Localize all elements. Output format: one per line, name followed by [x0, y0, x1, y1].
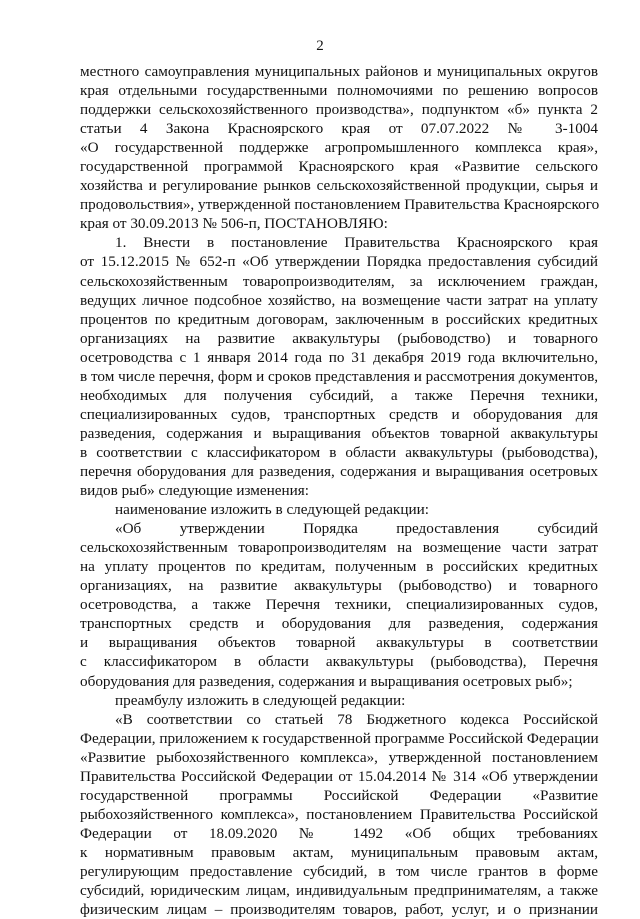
text-line: наименование изложить в следующей редакции: [115, 501, 429, 519]
text-line: государственной программой Красноярского края «Развитие сельского [80, 158, 598, 176]
text-line: в том числе перечня, форм и сроков представления и рассмотрения документов, [80, 367, 599, 385]
text-line: с классификатором в области аквакультуры (рыбоводства), Перечня [80, 653, 598, 671]
text-line: разведения, содержания и выращивания объектов товарной аквакультуры [80, 424, 598, 442]
text-line: «О государственной поддержке агропромышленного комплекса края», [80, 139, 598, 157]
text-line: местного самоуправления муниципальных районов и муниципальных округов [80, 63, 598, 80]
text-line: от 15.12.2015 № 652-п «Об утверждении Порядка предоставления субсидий [80, 253, 598, 271]
text-line: транспортных средств и оборудования для разведения, содержания [80, 615, 598, 633]
text-line: перечня оборудования для разведения, содержания и выращивания осетровых [80, 462, 598, 480]
document-body [80, 62, 598, 919]
text-line: «Об утверждении Порядка предоставления субсидий [115, 520, 598, 538]
text-line: организациях, на развитие аквакультуры (рыбоводство) и товарного [80, 577, 598, 595]
text-line: края от 30.09.2013 № 506-п, ПОСТАНОВЛЯЮ: [80, 215, 388, 233]
text-line: ведущих личное подсобное хозяйство, на возмещение части затрат на уплату [80, 291, 598, 309]
text-line: видов рыб» следующие изменения: [80, 482, 309, 500]
text-line: необходимых для получения субсидий, а также Перечня техники, [80, 386, 598, 404]
text-line: «В соответствии со статьей 78 Бюджетного кодекса Российской [115, 710, 598, 728]
text-line: края отдельными государственными полномочиями по решению вопросов [80, 82, 598, 100]
text-line: физическим лицам – производителям товаров, работ, услуг, и о признании [80, 901, 598, 919]
text-line: статьи 4 Закона Красноярского края от 07.07.2022 № 3-1004 [80, 120, 598, 138]
text-line: преамбулу изложить в следующей редакции: [115, 691, 406, 709]
text-line: осетроводства, а также Перечня техники, специализированных судов, [80, 596, 598, 614]
text-line: продовольствия», утвержденной постановлением Правительства Красноярского [80, 196, 600, 214]
text-line: Правительства Российской Федерации от 15.04.2014 № 314 «Об утверждении [80, 767, 598, 785]
text-line: процентов по кредитным договорам, заключенным в российских кредитных [80, 310, 598, 328]
page-number: 2 [316, 38, 324, 54]
text-line: Федерации от 18.09.2020 № 1492 «Об общих требованиях [80, 824, 598, 842]
text-line: рыбохозяйственного комплекса», постановлением Правительства Российской [80, 805, 598, 823]
text-line: субсидий, юридическим лицам, индивидуальным предпринимателям, а также [80, 882, 598, 900]
text-line: осетроводства с 1 января 2014 года по 31 декабря 2019 года включительно, [80, 348, 598, 366]
text-line: поддержки сельскохозяйственного производства», подпунктом «б» пункта 2 [80, 101, 598, 119]
text-line: оборудования для разведения, содержания и выращивания осетровых рыб»; [80, 672, 573, 690]
text-line: государственной программы Российской Федерации «Развитие [80, 786, 598, 804]
text-line: и выращивания объектов товарной аквакультуры в соответствии [80, 634, 598, 652]
text-line: сельскохозяйственным товаропроизводителям, за исключением граждан, [80, 272, 598, 290]
text-line: «Развитие рыбохозяйственного комплекса», утвержденной постановлением [80, 748, 598, 766]
text-line: в соответствии с классификатором в области аквакультуры (рыбоводства), [80, 443, 598, 461]
text-line: хозяйства и регулирование рынков сельскохозяйственной продукции, сырья и [80, 177, 598, 195]
text-line: сельскохозяйственным товаропроизводителям на возмещение части затрат [80, 539, 598, 557]
text-line: 1. Внести в постановление Правительства Красноярского края [115, 234, 598, 252]
text-line: организациях на развитие аквакультуры (рыбоводство) и товарного [80, 329, 598, 347]
text-line: специализированных судов, транспортных средств и оборудования для [80, 405, 598, 423]
text-line: Федерации, приложением к государственной программе Российской Федерации [80, 729, 599, 747]
text-line: к нормативным правовым актам, муниципальным правовым актам, [80, 843, 598, 861]
text-line: на уплату процентов по кредитам, полученным в российских кредитных [80, 558, 598, 576]
text-line: регулирующим предоставление субсидий, в том числе грантов в форме [80, 862, 598, 880]
